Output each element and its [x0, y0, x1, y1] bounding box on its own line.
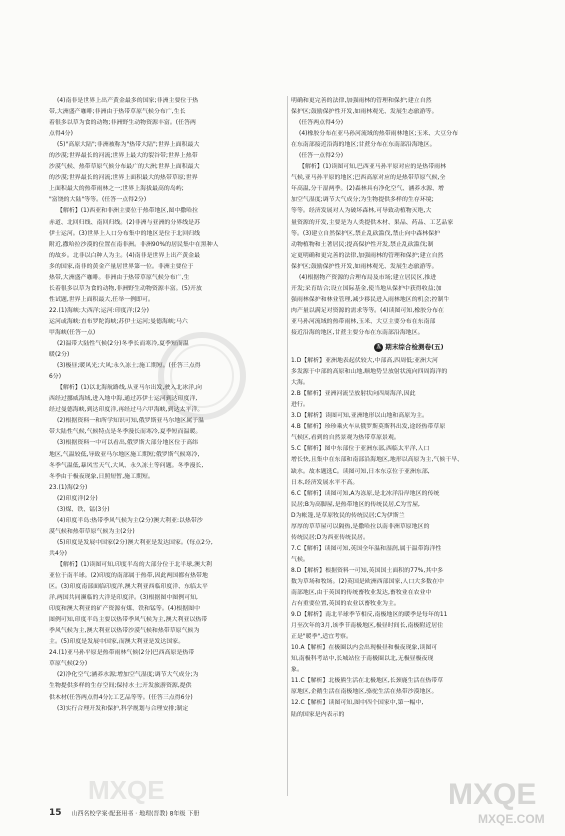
left-text-line: 24.(1)亚马孙平原是热带雨林气候(2分)巴西高原是热带 — [49, 650, 195, 657]
right-text-line: 象。 — [291, 667, 303, 674]
right-text-line: 9.D【解析】南北半球季节相反,南极地区的暖季是每年的11 — [291, 612, 448, 619]
right-text-line: 缺水。故本题选C。读图可知,日本东京位于亚洲东部, — [291, 468, 430, 475]
right-text-line: (任答一点得2分) — [299, 153, 344, 160]
left-text-line: 沙漠气候、热带草原气候分布最广的大洲;世界上面积最大 — [49, 164, 200, 171]
right-text-line: 开发;采育结合;设立国际基金,使当地从保护中获得收益;加 — [291, 285, 442, 292]
left-text-line: 多的国家,南非的黄金产量居世界第一位。非洲主要位于 — [49, 263, 194, 270]
left-text-line: 的沙漠;世界最长的河流;世界上最大的裂谷带;世界上热带 — [49, 153, 198, 160]
left-text-line: 附近,撒哈拉沙漠的位置在南非洲。非洲90%的居民集中在黑种人 — [49, 241, 219, 248]
right-text-line: 强雨林保护和林业管理,减少移民进入雨林地区的机会;控制牛 — [291, 296, 450, 303]
right-text-line: 传统民居;D为西亚传统民居。 — [291, 534, 369, 541]
right-text-line: 4.B【解析】珍珍乘火车从俄罗斯莫斯科出发,途经热带草原 — [291, 424, 446, 431]
right-text-line: 多发源于中部的高原和山地,顺地势呈放射状流向四周海洋的 — [291, 369, 448, 376]
left-text-line: (3)实行合理开发和保护,科学规划与合理安排;制定 — [57, 705, 189, 712]
right-text-line: 大海。 — [291, 380, 309, 387]
left-text-line: 带大陆性气候,气候特点是冬季漫长而寒冷,夏季短而温暖。 — [49, 429, 202, 436]
right-text-line: 7.C【解析】读图可知,英国全年温和湿润,属于温带海洋性 — [291, 545, 442, 552]
section-title — [291, 341, 527, 354]
right-text-line: 进行。 — [291, 402, 309, 409]
left-text-line: (4)印度半岛:热带季风气候为主(2分)澳大利亚:以热带沙 — [57, 517, 203, 524]
right-text-line: 等。(3)建立自然保护区,禁止乱砍滥伐,禁止向中森林保护 — [291, 230, 440, 237]
right-text-line: 3.D【解析】读图可知,亚洲地形以山地和高原为主。 — [291, 413, 428, 420]
left-text-line: 性试题,世界上面积最大,任举一例即可。 — [49, 296, 154, 303]
left-text-line: 6分) — [49, 374, 62, 381]
left-text-line: 伊士运河。(3)世界上人口分布集中的地区是位于北回归线 — [49, 230, 201, 237]
section-number-badge: 五 — [376, 343, 382, 350]
left-text-line: (2)根据资料一和所学知识可知,俄罗斯亚马尔地区属于温 — [57, 418, 205, 425]
right-text-line: 【解析】(1)读图可知,巴西亚马孙平原对应的是热带雨林 — [299, 164, 447, 171]
right-text-line: 动物植物和土著居民;提高保护性开发,禁止乱砍滥伐;制 — [291, 241, 434, 248]
left-text-line: (4)南非是世界上出产黄金最多的国家;非洲主要位于热 — [57, 98, 199, 104]
right-text-line: 占有重要位置,英国的农业以畜牧业为主。 — [291, 601, 400, 608]
left-text-line: 季风气候为主,澳大利亚以热带沙漠气候和热带草原气候为 — [49, 628, 200, 635]
left-text-line: 长着很多以草为食的动物,非洲野生动物资源丰富。(5)开放 — [49, 285, 202, 292]
right-text-line: 量资源的开发,主要是为人类提供木材、果品、药品、工艺品家 — [291, 219, 454, 226]
right-text-line: 数为草场和牧场。(2)英国是欧洲西部国家,人口大多数在中 — [291, 578, 444, 585]
right-column — [291, 96, 527, 721]
right-text-line: 民居;B为高脚屋,是热带地区的传统民居,C为雪屋, — [291, 501, 420, 508]
right-text-line: 气候区,看到的自然景观为热带草原景观。 — [291, 435, 400, 442]
right-text-line: 加空气湿度;调节大气成分;为生物提供多样的生存环境; — [291, 197, 434, 204]
right-text-line: 接近沿海的地区,甘蔗主要分布在东南部沿海地区。 — [291, 329, 424, 336]
right-text-line: 陆的国家是内表示的 — [291, 711, 345, 718]
right-text-line: 6.C【解析】读图可知,A为冻原,是北冰洋沿岸地区的传统 — [291, 490, 440, 497]
left-text-line: 亚位于南半球。(2)印度的南部属于热带,因此两国都有热带地 — [49, 573, 208, 580]
column-divider — [287, 96, 288, 796]
page-number: 15 — [49, 808, 62, 818]
right-text-line: 厚厚的草草屋可以隔热,是撒哈拉以南非洲草原地区的 — [291, 523, 430, 530]
left-text-line: 西经过挪威海域,进入地中海,通过苏伊士运河到达印度洋, — [49, 396, 198, 403]
right-text-line: 1.D【解析】亚洲地表起伏较大,中部高,四周低;亚洲大河 — [291, 358, 438, 365]
right-text-line: 知,南极科考站中,长城站位于南极圈以北,无极昼极夜现 — [291, 656, 434, 663]
right-text-line: 南部地区,由于英国的传统畜牧业发达,畜牧业在农业中 — [291, 590, 432, 597]
left-column — [49, 96, 285, 715]
left-text-line: 供木材(任答两点得4分);工艺品等等。(任答三点得6分) — [49, 694, 193, 701]
right-text-line: 保护区;鼓励保护性开发,如雨林观光、发展生态旅游等。 — [291, 263, 438, 270]
section-title-text: 期末综合检测卷(五) — [385, 343, 444, 352]
left-text-line: 【解析】(1)读图可知,印度半岛的大部分位于北半球,澳大利 — [57, 561, 212, 568]
right-text-line: 11.C【解析】北极熊生活在北极地区,长颈鹿生活在热带草 — [291, 678, 444, 685]
right-text-line: 正是"暖季",适宜考察。 — [291, 634, 352, 641]
right-text-line: 在东南部接近沿海的地区;甘蔗分布在东南部沿海地区。 — [291, 142, 436, 149]
right-text-line: 增长快,且集中在东部和南部沿海地区,地形以高原为主,气候干旱、 — [291, 457, 464, 464]
left-text-line: 区。(3)印度南部面临印度洋,澳大利亚西临印度洋、东临太平 — [49, 584, 208, 591]
left-text-line: 共4分) — [49, 550, 68, 557]
watermark-logo-left: MXQE — [88, 775, 165, 805]
left-text-line: 23.(1)海(2分) — [49, 484, 88, 491]
left-text-line: 运河或海峡:直布罗陀海峡;苏伊士运河;曼德海峡;马六 — [49, 318, 188, 325]
left-text-line: 【解析】(1)西亚和非洲主要位于热带地区,图中撒哈拉 — [57, 208, 199, 215]
right-text-line: 保护区;鼓励保护性开发,如雨林观光、发展生态旅游等。 — [291, 109, 438, 116]
left-text-line: 【解析】(1)以北海航路线,从亚马尔出发,驶入北冰洋,向 — [57, 385, 202, 392]
right-text-line: 年高温,分干湿两季。(2)森林具有净化空气、涵养水源、增 — [291, 186, 444, 193]
left-text-line: 上面积最大的热带雨林之一;世界上海拔最高的岛屿; — [49, 186, 184, 193]
left-text-line: 的沙漠;世界最长的河流;世界上面积最大的热带草原;世界 — [49, 175, 198, 182]
footer-text: 山西名校学案·配套用书 · 地理(晋教) 8年级 下册 — [71, 810, 200, 818]
left-text-line: 甲海峡(任答一点) — [49, 329, 96, 336]
left-text-line: (5)"高原大陆";非洲被称为"热带大陆";世界上面积最大 — [57, 142, 200, 149]
right-text-line: 8.D【解析】根据资料一可知,英国国土面积的77%,其中多 — [291, 567, 444, 574]
left-text-line: 主。(5)印度是发展中国家,而澳大利亚是发达国家。 — [49, 639, 185, 646]
right-text-line: 气候,亚马孙平原的地区;巴西高原对应的是热带草原气候,全 — [291, 175, 446, 182]
watermark-logo: MXQE — [448, 778, 537, 811]
left-text-line: 草原气候(2分) — [49, 661, 88, 668]
right-text-line: 气候。 — [291, 556, 309, 563]
right-text-line: 等等。经济发展对人为破坏森林,可导致动植物灭绝,大 — [291, 208, 432, 215]
left-text-line: 点得4分) — [49, 131, 73, 138]
right-text-line: 明确和更完善的法律,加强雨林的管理和保护;建立自然 — [291, 98, 432, 104]
right-text-line: 12.C【解析】读图可知,图中四个国家中,第一幅中, — [291, 700, 424, 707]
right-text-line: 定更明确和更完善的法律,加强雨林的管理和保护;建立自然 — [291, 252, 444, 259]
left-text-line: (3)根据资料一中可以看出,俄罗斯大部分地区位于高纬 — [57, 440, 199, 447]
right-text-line: 月至次年的3月,该季节南极地区,极昼时间长,南极附近居住 — [291, 623, 444, 630]
left-text-line: 地区,气温较低,导致亚马尔地区施工期短;俄罗斯气候寒冷, — [49, 451, 200, 458]
right-text-line: (任答两点得4分) — [299, 120, 344, 127]
right-text-line: 2.B【解析】亚洲河流呈放射状向四周海洋,因此 — [291, 391, 416, 398]
left-text-line: (5)印度是发展中国家(2分)澳大利亚是发达国家。(每点2分, — [57, 539, 213, 546]
left-text-line: (3)极昼;暖风光;大风;永久冻土;施工期短。(任答三点得 — [57, 363, 201, 370]
left-text-line: 带,大洲盛产咖啡;非洲由于热带草原气候分布广,生长 — [49, 109, 186, 116]
right-text-line: (4)橡胶分布在亚马孙河流域的热带雨林地区;玉米、大豆分布 — [299, 131, 459, 138]
right-text-line: 原地区,企鹅生活在南极地区,骆驼生活在热带沙漠地区。 — [291, 689, 438, 696]
left-text-line: (2)净化空气;涵养水源;增加空气湿度;调节大气成分;为 — [57, 672, 199, 679]
left-text-line: 22.(1)海峡:大西洋;运河:印度洋;(2分) — [49, 307, 149, 314]
right-text-line: (4)根据物产资源的合理布局及市场;建立居民区,推进 — [299, 274, 437, 281]
right-text-line: 5.C【解析】图中东部位于亚洲东部,西临太平洋,人口 — [291, 446, 430, 453]
right-text-line: 肉产量以满足对资源的需求等等。(4)读图可知,橡胶分布在 — [291, 307, 444, 314]
right-text-line: D为帐篷,是草原牧民的传统民居;C为伊斯兰 — [291, 512, 405, 519]
left-text-line: 冬季气温低,暴风雪天气,大风、永久冻土等问题。冬季漫长, — [49, 462, 204, 469]
left-text-line: 暖(2分) — [49, 352, 70, 359]
right-text-line: 10.A【解析】在极圈以内会出现极昼和极夜现象,读图可 — [291, 645, 438, 652]
left-text-line: 印度和澳大利亚的矿产资源有煤、铁和锰等。(4)根据图中 — [49, 606, 201, 613]
left-text-line: 生物提供多样的生存空间;保持水土;开发旅游资源,提供 — [49, 683, 192, 690]
watermark-url: MXQE.COM — [478, 812, 545, 826]
left-text-line: 经过曼德海峡,到达印度洋,再经过马六甲海峡,到达太平洋。 — [49, 407, 204, 414]
left-text-line: (2)温带大陆性气候(2分)冬季长而寒冷,夏季短而温 — [57, 341, 189, 348]
right-text-line: 日本,经济发展水平不高。 — [291, 479, 359, 486]
left-text-line: 着很多以草为食的动物;非洲野生动物资源丰富。(任答两 — [49, 120, 196, 127]
right-text-line: 亚马孙河流域的热带雨林,玉米、大豆主要分布在东南部 — [291, 318, 436, 325]
left-text-line: 洋,两国共同濒临的大洋是印度洋。(3)根据图中图例可知, — [49, 595, 198, 602]
left-text-line: 图例可知,印度半岛主要以热带季风气候为主,澳大利亚以热带 — [49, 617, 208, 624]
page-footer — [49, 808, 199, 818]
left-text-line: (2)印度洋(2分) — [57, 495, 98, 502]
left-text-line: "富饶的大陆"等等。(任答一点得2分) — [49, 197, 147, 204]
left-text-line: (3)煤、铁、锰(3分) — [57, 506, 110, 513]
left-text-line: 热带,大洲盛产咖啡。非洲由于热带草原气候分布广,生 — [49, 274, 190, 281]
left-text-line: 赤道、北回归线、南回归线。(2)非洲与亚洲的分界线是苏 — [49, 219, 201, 226]
left-text-line: 漠气候和热带草原气候为主(2分) — [49, 528, 135, 535]
left-text-line: 冬季由于极夜现象,日照短暂,施工期短。 — [49, 473, 154, 480]
left-text-line: 的故乡。北非以白种人为主。(4)南非是世界上出产黄金最 — [49, 252, 201, 259]
